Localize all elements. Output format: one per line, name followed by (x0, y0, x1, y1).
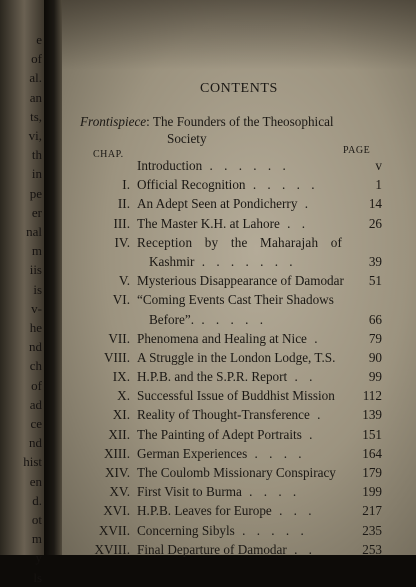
left-page-fragment: hist (23, 454, 42, 470)
chapter-number: III. (113, 215, 130, 231)
leader-dots: . . . . . (234, 522, 308, 538)
frontispiece-colon: : (146, 114, 150, 129)
toc-entry (75, 425, 390, 444)
left-page-fragment: e (36, 32, 42, 47)
left-page (0, 0, 44, 585)
frontispiece-label: Frontispiece (80, 114, 147, 129)
left-page-fragment: ot (31, 512, 42, 528)
chapter-title (137, 425, 316, 444)
chapter-number: X. (117, 388, 130, 404)
page-title: CONTENTS (200, 81, 278, 96)
left-page-fragment: pe (29, 185, 42, 201)
left-page-fragment: an (29, 89, 42, 105)
page-number: 39 (368, 253, 382, 269)
page-number: 99 (368, 369, 382, 385)
toc-entry (75, 194, 390, 213)
chapter-title (137, 405, 324, 424)
chapter-number: II. (117, 196, 130, 212)
toc-entry (75, 463, 390, 482)
toc-entry (75, 444, 390, 463)
left-page-fragment: ad (29, 396, 42, 412)
left-page-fragment: in (31, 166, 42, 182)
toc-entry (75, 482, 390, 501)
left-page-text-fragments (0, 30, 44, 587)
chapter-title (137, 233, 342, 271)
left-page-fragment: al. (29, 70, 42, 86)
left-page-fragment: m (31, 243, 42, 259)
leader-dots: . . . . . (245, 177, 319, 193)
chapter-title-text: The Master K.H. at Lahore (137, 215, 280, 231)
chapter-title-text: H.P.B. Leaves for Europe (137, 503, 272, 519)
chapter-title (137, 290, 334, 328)
chapter-number: XVI. (103, 503, 130, 519)
leader-dots: . . . . . . (202, 158, 290, 173)
chapter-number: VI. (112, 292, 130, 308)
chapter-number: XIII. (104, 445, 130, 461)
toc-entry (75, 175, 390, 194)
page-number: 66 (368, 311, 382, 327)
left-page-fragment: y (35, 550, 42, 566)
chapter-title-text: Introduction (137, 158, 203, 173)
chapter-title (137, 194, 312, 213)
chapter-number: XI. (112, 407, 130, 423)
leader-dots: . . (287, 369, 317, 385)
chapter-title-text: Final Departure of Damodar (137, 541, 287, 557)
page-number: 139 (362, 407, 382, 423)
toc-entry (75, 386, 390, 405)
toc-entry (75, 329, 390, 348)
leader-dots: . . . (271, 503, 316, 519)
leader-dots: . . . . . (194, 311, 267, 327)
left-page-fragment: he (29, 320, 42, 336)
page-number: 217 (362, 503, 382, 519)
chapter-title (137, 175, 319, 194)
chapter-title (137, 444, 306, 463)
page-shadow (62, 0, 416, 70)
chapter-title-continuation: Kashmir (149, 253, 195, 269)
chapter-title-text: Successful Issue of Buddhist Mission (137, 388, 335, 404)
leader-dots: . . (279, 215, 309, 231)
chapter-number: XVIII. (94, 541, 130, 557)
chapter-title (137, 156, 290, 175)
toc-entry (75, 367, 390, 386)
chapter-title (137, 463, 336, 482)
chapter-title (137, 214, 309, 233)
chapter-title (137, 386, 335, 405)
page-number: 235 (362, 522, 382, 538)
chapter-title-text: First Visit to Burma (137, 484, 242, 500)
chapter-number: XII. (108, 426, 130, 442)
chapter-title (137, 271, 344, 290)
column-header-chap: CHAP. (93, 149, 124, 160)
left-page-fragment: m (31, 531, 42, 547)
chapter-title-continuation: Before”. (149, 311, 195, 327)
page-number: 199 (362, 484, 382, 500)
page-number: 151 (362, 426, 382, 442)
toc-entry (75, 521, 390, 540)
chapter-title-text: Phenomena and Healing at Nice (137, 330, 307, 346)
left-page-fragment: er (31, 204, 42, 220)
left-page-fragment: en (29, 473, 42, 489)
chapter-title (137, 367, 316, 386)
chapter-number: VII. (108, 330, 130, 346)
left-page-fragment: ce (30, 416, 42, 432)
chapter-number: V. (118, 273, 130, 289)
page-number: 14 (368, 196, 382, 212)
chapter-title (137, 329, 322, 348)
chapter-title-text: German Experiences (137, 445, 248, 461)
chapter-number: VIII. (104, 349, 130, 365)
chapter-title (137, 540, 316, 559)
page-number: 112 (362, 388, 382, 404)
chapter-title-text: A Struggle in the London Lodge, T.S. (137, 349, 336, 365)
toc-entry (75, 156, 390, 175)
chapter-title-text: Reality of Thought-Transference (137, 407, 310, 423)
chapter-number: XV. (109, 484, 130, 500)
chapter-title-text: H.P.B. and the S.P.R. Report (137, 369, 288, 385)
chapter-title-text: Official Recognition (137, 177, 246, 193)
book-gutter (44, 0, 64, 555)
leader-dots: . . . . . . . (194, 253, 297, 269)
page-number: 164 (362, 445, 382, 461)
frontispiece-entry (80, 113, 380, 147)
leader-dots: . . (286, 541, 316, 557)
toc-entry (75, 540, 390, 559)
toc-entry (75, 214, 390, 233)
left-page-fragment: of (31, 377, 42, 393)
left-page-fragment: nd (29, 435, 42, 451)
chapter-number: IX. (112, 369, 130, 385)
chapter-title-text: The Painting of Adept Portraits (137, 426, 302, 442)
chapter-title (137, 348, 335, 367)
chapter-title (137, 482, 300, 501)
chapter-title-text: An Adept Seen at Pondicherry (137, 196, 298, 212)
frontispiece-text-line2: Society (167, 131, 207, 147)
page-number: 26 (368, 215, 382, 231)
table-of-contents (75, 156, 390, 559)
left-page-fragment: vi, (28, 128, 42, 144)
left-page-fragment: ch (29, 358, 42, 374)
toc-entry (75, 501, 390, 520)
chapter-title (137, 521, 308, 540)
leader-dots: . (297, 196, 313, 212)
leader-dots: . (301, 426, 317, 442)
column-header-page: PAGE (343, 145, 371, 156)
left-page-fragment: nd (29, 339, 42, 355)
chapter-number: XIV. (104, 465, 130, 481)
chapter-number: XVII. (98, 522, 130, 538)
left-page-fragment: d. (32, 492, 42, 508)
left-page-fragment: iis (29, 262, 42, 278)
page-number: 90 (368, 349, 382, 365)
leader-dots: . . . . (247, 445, 306, 461)
chapter-number: IV. (114, 234, 130, 250)
chapter-title-text: Mysterious Disappearance of Damodar (137, 273, 344, 289)
chapter-number: I. (122, 177, 130, 193)
page-number: 51 (368, 273, 382, 289)
toc-entry (75, 290, 390, 328)
toc-entry (75, 348, 390, 367)
chapter-title-text: Concerning Sibyls (137, 522, 235, 538)
page-number: 253 (362, 541, 382, 557)
left-page-fragment: ls (33, 569, 42, 585)
page-number: 79 (368, 330, 382, 346)
page-number: 179 (362, 465, 382, 481)
chapter-title-text: Reception by the Maharajah of (137, 234, 343, 250)
toc-entry (75, 405, 390, 424)
chapter-title (137, 501, 316, 520)
left-page-fragment: nal (26, 224, 42, 240)
left-page-fragment: is (33, 281, 42, 297)
frontispiece-text-line1: The Founders of the Theosophical (152, 114, 334, 129)
leader-dots: . (306, 330, 322, 346)
left-page-fragment: th (31, 147, 42, 163)
toc-entry (75, 271, 390, 290)
left-page-fragment: of (31, 51, 42, 67)
left-page-fragment: ts, (30, 108, 42, 124)
left-page-fragment: v- (31, 300, 42, 316)
page-number: v (375, 158, 382, 173)
page-number: 1 (375, 177, 382, 193)
leader-dots: . (309, 407, 325, 423)
toc-entry (75, 233, 390, 271)
leader-dots: . . . . (241, 484, 301, 500)
chapter-title-text: “Coming Events Cast Their Shadows (137, 292, 334, 308)
chapter-title-text: The Coulomb Missionary Conspiracy (137, 465, 336, 481)
